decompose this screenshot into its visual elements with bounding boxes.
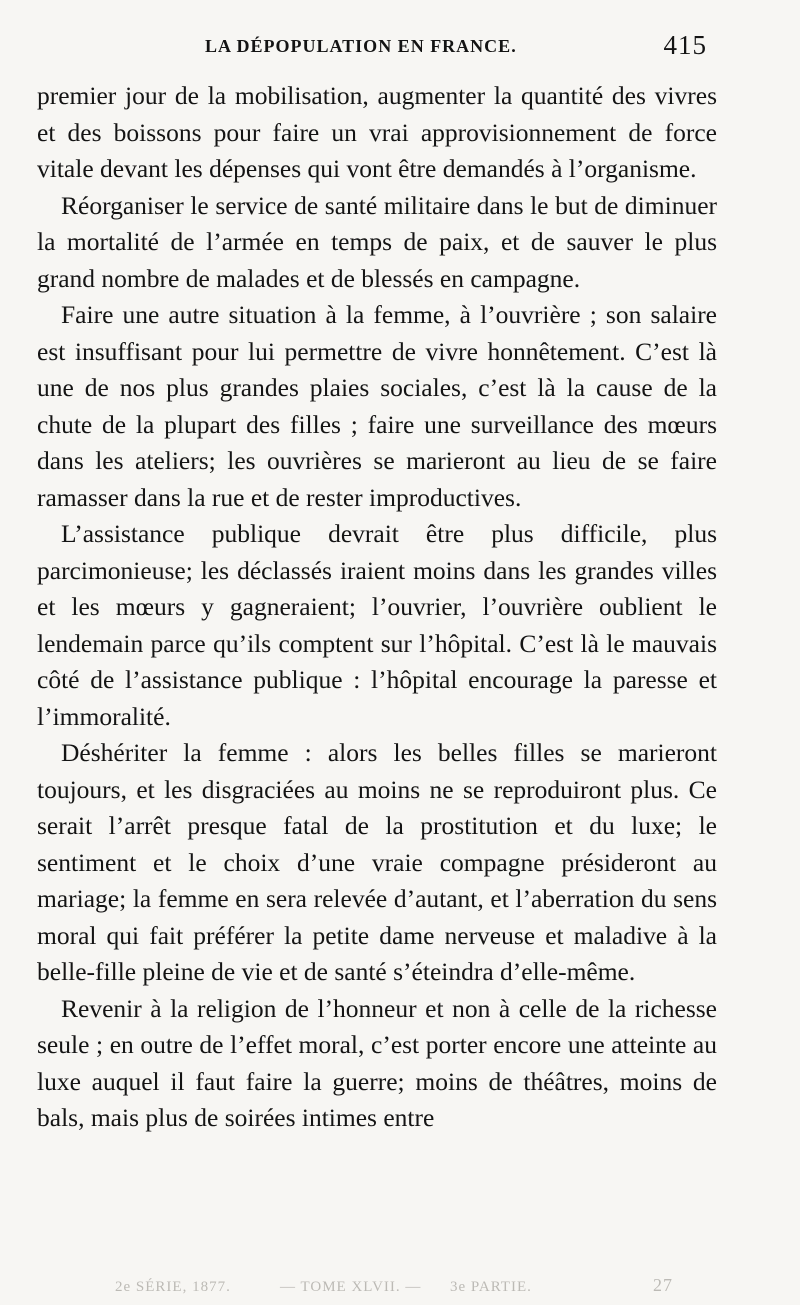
footer-tome: — TOME XLVII. — bbox=[280, 1279, 422, 1295]
paragraph-service-de-sante: Réorganiser le service de santé militaire dans le but de diminuer la mortalité de l’armée en temps de paix, et de sauver le plus grand nombre de malades et de blessés en campagne. bbox=[37, 190, 717, 293]
running-title: LA DÉPOPULATION EN FRANCE. bbox=[205, 36, 517, 56]
footer-signature: 27 bbox=[653, 1275, 673, 1295]
page-number: 415 bbox=[663, 30, 707, 60]
paragraph-situation-femme: Faire une autre situation à la femme, à l’ouvrière ; son salaire est insuffisant pour lui permettre de vivre honnêtement. C’est là une de nos plus grandes plaies sociales, c’est là la cause de la chute de la plupart des filles ; faire une surveillance des mœurs dans les ateliers; les ouvrières se marieront au lieu de se faire ramasser dans la rue et de rester improductives. bbox=[37, 300, 717, 512]
body-text bbox=[37, 78, 717, 1137]
page-footer bbox=[115, 1275, 715, 1303]
paragraph-continuation: premier jour de la mobilisation, augmenter la quantité des vivres et des boissons pour faire un vrai approvisionnement de force vitale devant les dépenses qui vont être demandés à l’organisme. bbox=[37, 81, 717, 183]
paragraph-religion-honneur: Revenir à la religion de l’honneur et non à celle de la richesse seule ; en outre de l’effet moral, c’est porter encore une atteinte au luxe auquel il faut faire la guerre; moins de théâtres, moins de bals, mais plus de soirées intimes entre bbox=[37, 993, 717, 1132]
paragraph-desheriter-femme: Déshériter la femme : alors les belles filles se marieront toujours, et les disgraciées au moins ne se reproduiront plus. Ce serait l’arrêt presque fatal de la prostitution et du luxe; le sentiment et le choix d’une vraie compagne présideront au mariage; la femme en sera relevée d’autant, et l’aberration du sens moral qui fait préférer la petite dame nerveuse et maladive à la belle-fille pleine de vie et de santé s’éteindra d’elle-même. bbox=[37, 738, 717, 986]
footer-part: 3e PARTIE. bbox=[450, 1279, 532, 1295]
running-head bbox=[0, 30, 800, 70]
footer-series: 2e SÉRIE, 1877. bbox=[115, 1279, 231, 1295]
paragraph-assistance-publique: L’assistance publique devrait être plus difficile, plus parcimonieuse; les déclassés iraient moins dans les grandes villes et les mœurs y gagneraient; l’ouvrier, l’ouvrière oublient le lendemain parce qu’ils comptent sur l’hôpital. C’est là le mauvais côté de l’assistance publique : l’hôpital encourage la paresse et l’immoralité. bbox=[37, 519, 717, 731]
